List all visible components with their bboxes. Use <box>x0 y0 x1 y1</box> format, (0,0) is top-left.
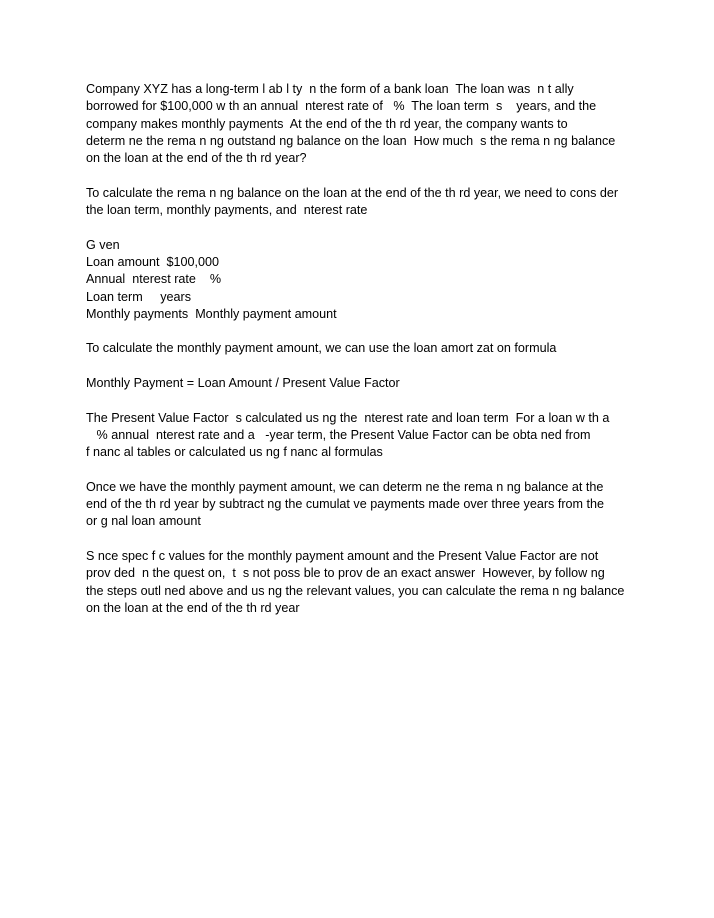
text-line: borrowed for $100,000 w th an annual nterest rate of % The loan term s years, and the <box>86 99 597 114</box>
text-line: the loan term, monthly payments, and nterest rate <box>86 203 368 218</box>
given-item-monthly-payments: Monthly payments Monthly payment amount <box>86 306 337 321</box>
pv-factor-paragraph <box>86 410 646 462</box>
text-line: To calculate the rema n ng balance on the loan at the end of the th rd year, we need to cons der <box>86 185 619 200</box>
given-section <box>86 237 646 323</box>
given-item-interest-rate: Annual nterest rate % <box>86 272 222 287</box>
intro-paragraph <box>86 81 646 167</box>
balance-paragraph <box>86 479 646 531</box>
text-line: To calculate the monthly payment amount, we can use the loan amort zat on formula <box>86 341 557 356</box>
given-item-loan-amount: Loan amount $100,000 <box>86 254 220 269</box>
formula-paragraph <box>86 375 646 392</box>
text-line: Company XYZ has a long-term l ab l ty n the form of a bank loan The loan was n t ally <box>86 82 574 96</box>
given-item-loan-term: Loan term years <box>86 289 191 304</box>
conclusion-paragraph <box>86 548 646 617</box>
approach-paragraph <box>86 185 646 220</box>
text-line: end of the th rd year by subtract ng the cumulat ve payments made over three years from the <box>86 497 605 512</box>
formula-intro-paragraph <box>86 340 646 357</box>
text-line: determ ne the rema n ng outstand ng balance on the loan How much s the rema n ng balance <box>86 133 616 148</box>
text-line: % annual nterest rate and a -year term, the Present Value Factor can be obta ned from <box>86 427 591 442</box>
text-line: the steps outl ned above and us ng the relevant values, you can calculate the rema n ng balance <box>86 583 625 598</box>
text-line: S nce spec f c values for the monthly payment amount and the Present Value Factor are not <box>86 549 599 564</box>
text-line: on the loan at the end of the th rd year? <box>86 151 307 166</box>
text-line: or g nal loan amount <box>86 514 201 529</box>
text-line: prov ded n the quest on, t s not poss ble to prov de an exact answer However, by follow ng <box>86 566 605 581</box>
text-line: on the loan at the end of the th rd year <box>86 600 300 615</box>
text-line: Once we have the monthly payment amount, we can determ ne the rema n ng balance at the <box>86 479 604 494</box>
formula-line: Monthly Payment = Loan Amount / Present Value Factor <box>86 376 400 391</box>
given-heading: G ven <box>86 237 120 252</box>
text-line: f nanc al tables or calculated us ng f nanc al formulas <box>86 445 383 460</box>
text-line: company makes monthly payments At the end of the th rd year, the company wants to <box>86 116 568 131</box>
text-line: The Present Value Factor s calculated us ng the nterest rate and loan term For a loan w th a <box>86 410 610 425</box>
document-page <box>86 81 646 635</box>
